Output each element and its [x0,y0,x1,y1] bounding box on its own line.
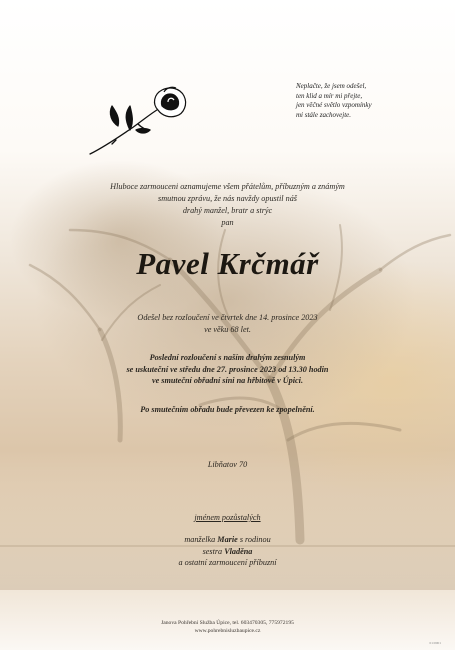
mourners-list [0,534,455,569]
announcement-intro [0,181,455,229]
family-address: Libňatov 70 [207,460,248,469]
ceremony-line: se uskuteční ve středu dne 27. prosince 2023 od 13.30 hodin [126,364,329,374]
mourner-relation-suffix: s rodinou [237,535,271,544]
verse-line: ten klid a mír mi přejte, [296,91,363,100]
ceremony-line: Poslední rozloučení s naším drahým zesnulým [149,353,306,362]
footer-line: www.pohrebnisluzbaupice.cz [194,628,261,634]
cremation-note: Po smutečním obřadu bude převezen ke zpopelnění. [140,405,315,414]
intro-line: smutnou zprávu, že nás navždy opustil náš [158,194,297,203]
intro-line: pan [221,218,234,227]
mourner-name: Vladěna [224,546,253,556]
mourner-name: Marie [217,535,238,544]
footer-line: Janova Pohřební Služba Úpice, tel. 603470305, 775972195 [161,620,294,626]
ceremony-info [0,352,455,387]
funeral-service-footer [0,619,455,635]
mourner-relation: sestra [202,546,225,556]
verse-line: jen věčné světlo vzpomínky [296,101,372,109]
mourner-line [0,546,455,558]
deceased-name: Pavel Krčmář [136,246,319,281]
verse-line: Neplačte, že jsem odešel, [296,82,367,90]
intro-line: drahý manžel, bratr a strýc [182,206,273,215]
memorial-verse [296,82,446,120]
mourner-line [0,534,455,546]
on-behalf-heading: jménem pozůstalých [194,513,261,522]
verse-line: mi stále zachovejte. [296,110,352,119]
death-line: ve věku 68 let. [204,325,251,334]
intro-line: Hluboce zarmouceni oznamujeme všem přátelům, příbuzným a známým [110,182,345,191]
rose-icon [86,84,190,158]
mourner-relation: manželka [184,535,218,544]
death-line: Odešel bez rozloučení ve čtvrtek dne 14. prosince 2023 [137,313,318,322]
death-info [0,312,455,336]
document-code: 01/0001 [429,641,441,645]
ceremony-line: ve smuteční obřadní síni na hřbitově v Úpici. [151,376,304,385]
mourner-line: a ostatní zarmoucení příbuzní [178,558,277,567]
